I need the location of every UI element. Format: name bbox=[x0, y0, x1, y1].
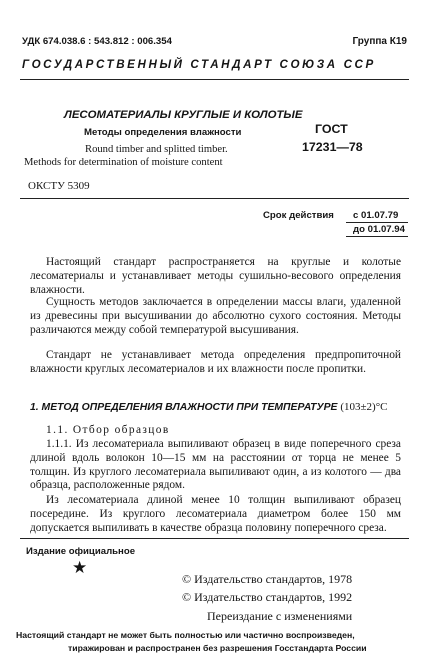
validity-from: с 01.07.79 bbox=[353, 210, 399, 221]
gost-number: 17231—78 bbox=[302, 140, 363, 154]
state-standard-banner: ГОСУДАРСТВЕННЫЙ СТАНДАРТ СОЮЗА ССР bbox=[22, 58, 376, 71]
intro-paragraph-2: Сущность методов заключается в определении массы влаги, удаленной из древесины при высушивании до абсолютно сухого состояния. Методы различаются между собой температурой высушивания. bbox=[30, 296, 401, 336]
udc-code: УДК 674.038.6 : 543.812 : 006.354 bbox=[22, 36, 172, 47]
section-paragraph-1: 1.1.1. Из лесоматериала выпиливают образец в виде поперечного среза длиной вдоль волокон 10—15 мм на расстоянии от торца не менее 5 толщин. Из круглого лесоматериала выпиливают один, а из колотого — два образца, расположенные рядом. bbox=[30, 438, 401, 492]
copyright-line-2: © Издательство стандартов, 1992 bbox=[182, 590, 353, 604]
gost-label: ГОСТ bbox=[315, 122, 348, 136]
validity-underline-1 bbox=[346, 222, 408, 223]
validity-label: Срок действия bbox=[263, 210, 334, 221]
standard-title: ЛЕСОМАТЕРИАЛЫ КРУГЛЫЕ И КОЛОТЫЕ bbox=[64, 109, 303, 121]
section-heading-text: 1. МЕТОД ОПРЕДЕЛЕНИЯ ВЛАЖНОСТИ ПРИ ТЕМПЕРАТУРЕ bbox=[30, 402, 338, 413]
section-paragraph-2: Из лесоматериала длиной менее 10 толщин выпиливают образец посередине. Из круглого лесоматериала диаметром более 150 мм допускается выпиливать в качестве образца половину поперечного среза. bbox=[30, 494, 401, 534]
star-icon: ★ bbox=[72, 558, 88, 577]
intro-paragraph-1: Настоящий стандарт распространяется на круглые и колотые лесоматериалы и устанавливает методы сушильно-весового определения влажности. bbox=[30, 256, 401, 296]
reproduction-notice-line-2: тиражирован и распространен без разрешения Госстандарта России bbox=[68, 643, 367, 653]
subsection-heading: 1.1. Отбор образцов bbox=[46, 424, 170, 436]
footer-rule bbox=[20, 538, 409, 539]
intro-paragraph-3: Стандарт не устанавливает метода определения предпропиточной влажности круглых лесоматериалов и их влажности после пропитки. bbox=[30, 349, 401, 375]
header-rule bbox=[20, 79, 409, 80]
title-english-line-2: Methods for determination of moisture content bbox=[24, 157, 223, 168]
section-heading-temperature: (103±2)°С bbox=[340, 401, 388, 413]
reprint-note: Переиздание с изменениями bbox=[207, 609, 353, 623]
standard-subtitle: Методы определения влажности bbox=[84, 127, 242, 138]
validity-to: до 01.07.94 bbox=[353, 224, 405, 235]
official-edition-label: Издание официальное bbox=[26, 546, 136, 557]
reproduction-notice-line-1: Настоящий стандарт не может быть полностью или частично воспроизведен, bbox=[16, 630, 355, 640]
okstu-code: ОКСТУ 5309 bbox=[28, 180, 90, 192]
title-english-line-1: Round timber and splitted timber. bbox=[85, 144, 228, 155]
copyright-line-1: © Издательство стандартов, 1978 bbox=[182, 572, 353, 586]
validity-underline-2 bbox=[346, 236, 408, 237]
title-rule bbox=[20, 198, 409, 199]
section-heading bbox=[30, 401, 387, 413]
group-code: Группа К19 bbox=[352, 36, 407, 47]
